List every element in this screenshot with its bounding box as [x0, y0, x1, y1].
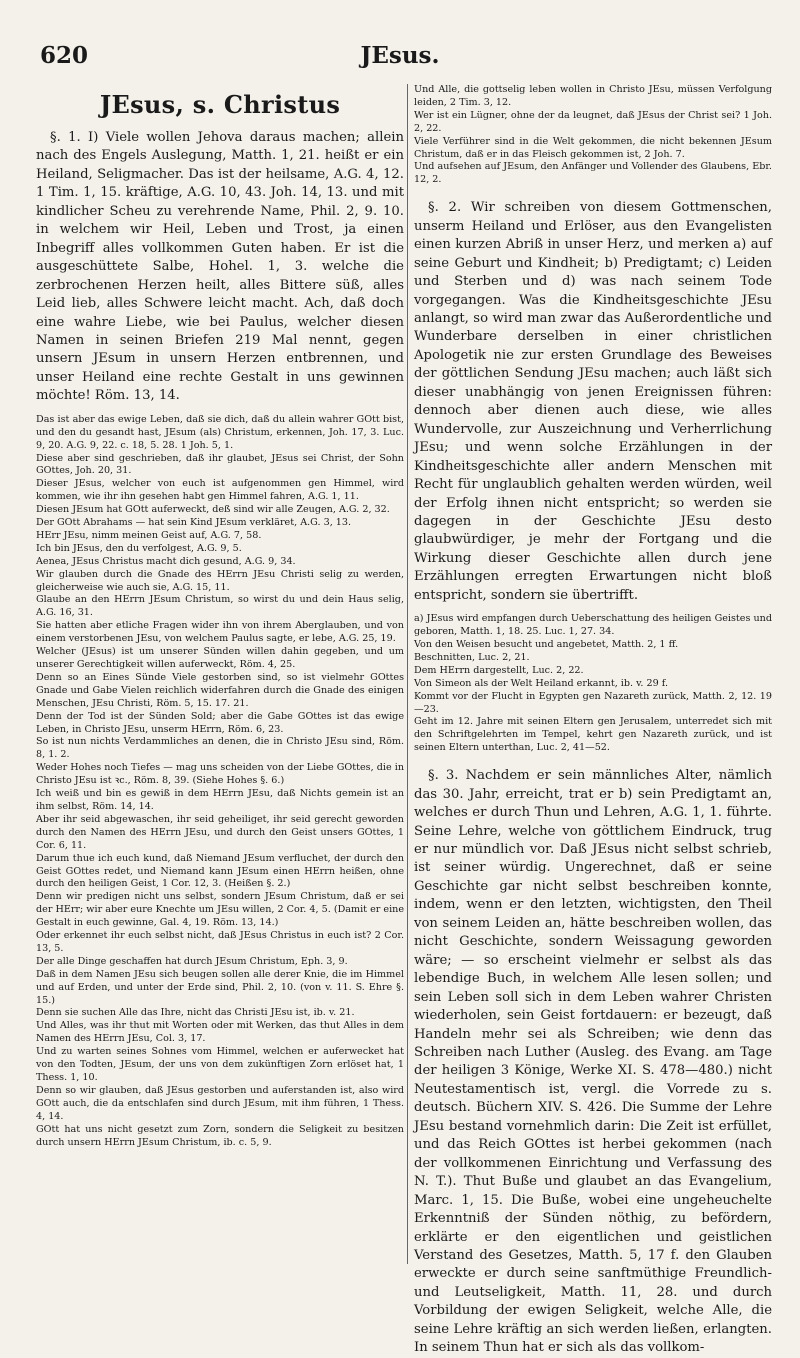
scripture-item: Und aufsehen auf JEsum, den Anfänger und Vollender des Glaubens, Ebr. 12, 2.	[414, 161, 772, 186]
scripture-item: Der GOtt Abrahams — hat sein Kind JEsum verkläret, A.G. 3, 13.	[36, 517, 352, 529]
scripture-list-left	[36, 414, 404, 1150]
scripture-item: Aenea, JEsus Christus macht dich gesund, A.G. 9, 34.	[36, 555, 296, 567]
scripture-item: Ich weiß und bin es gewiß in dem HErrn JEsu, daß Nichts gemein ist an ihm selbst, Röm. 14, 14.	[36, 788, 404, 812]
scripture-item: Daß in dem Namen JEsu sich beugen sollen alle derer Knie, die im Himmel und auf Erden, und unter der Erde sind, Phil. 2, 10. (von v. 11. S. Ehre §. 15.)	[36, 968, 404, 1006]
scripture-item: Aber ihr seid abgewaschen, ihr seid geheiliget, ihr seid gerecht geworden durch den Namen des HErrn JEsu, und durch den Geist unsers GOttes, 1 Cor. 6, 11.	[36, 813, 404, 851]
left-column	[36, 84, 404, 1282]
scripture-item: Denn der Tod ist der Sünden Sold; aber die Gabe GOttes ist das ewige Leben, in Christo JEsu, unserm HErrn, Röm. 6, 23.	[36, 710, 404, 735]
scripture-item: Beschnitten, Luc. 2, 21.	[414, 651, 530, 663]
scripture-item: Weder Hohes noch Tiefes — mag uns scheiden von der Liebe GOttes, die in Christo JEsu ist ꝛc., Röm. 8, 39. (Siehe Hohes §. 6.)	[36, 762, 404, 787]
page-number: 620	[40, 42, 89, 69]
scripture-item: Und Alle, die gottselig leben wollen in Christo JEsu, müssen Verfolgung leiden, 2 Tim. 3, 12.	[414, 84, 772, 108]
scripture-item: Ich bin JEsus, den du verfolgest, A.G. 9, 5.	[36, 542, 242, 554]
scripture-item: Denn so an Eines Sünde Viele gestorben sind, so ist vielmehr GOttes Gnade und Gabe Vielen reichlich widerfahren durch die Gnade des einigen Menschen, JEsu Christi, Röm. 5, 15. 17. 21.	[36, 671, 404, 709]
paragraph-2: §. 2. Wir schreiben von diesem Gottmenschen, unserm Heiland und Erlöser, aus den Evangelisten einen kurzen Abriß in unser Herz, und merken a) auf seine Geburt und Kindheit; b) Predigtamt; c) Leiden und Sterben und d) was nach seinem Tode vorgegangen. Was die Kindheitsgeschichte JEsu anlangt, so wird man zwar das Außerordentliche und Wunderbare derselben in einer christlichen Apologetik nie zur ersten Grundlage des Beweises der göttlichen Sendung JEsu machen; auch läßt sich dieser unabhängig von jenen Ereignissen führen: dennoch aber dienen auch diese, wie alles Wundervolle, zur Auszeichnung und Verherrlichung JEsu; und wenn solche Erzählungen in der Kindheitsgeschichte aller andern Menschen mit Recht für unglaublich gehalten werden würden, weil der Erfolg ihnen nicht entspricht; so werden sie dagegen in der Geschichte JEsu desto glaubwürdiger, je mehr der Fortgang und die Wirkung dieser Geschichte allen durch jene Erzählungen erregten Erwartungen nicht bloß entspricht, sondern sie übertrifft.	[414, 200, 772, 603]
scripture-item: Und zu warten seines Sohnes vom Himmel, welchen er auferwecket hat von den Todten, JEsum, der uns von dem zukünftigen Zorn erlöset hat, 1 Thess. 1, 10.	[36, 1046, 404, 1084]
paragraph-1: §. 1. I) Viele wollen Jehova daraus machen; allein nach des Engels Auslegung, Matth. 1, 21. heißt er ein Heiland, Seligmacher. Das ist der heilsame, A.G. 4, 12. 1 Tim. 1, 15. kräftige, A.G. 10, 43. Joh. 14, 13. und mit kindlicher Scheu zu verehrende Name, Phil. 2, 9. 10. in welchem wir Heil, Leben und Trost, ja einen Inbegriff alles vollkommen Guten haben. Er ist die ausgeschüttete Salbe, Hohel. 1, 3. welche die zerbrochenen Herzen heilt, alles Bittere süß, alles Leid lieb, alles Schwere leicht macht. Ach, daß doch eine wahre Liebe, wie bei Paulus, welcher diesen Namen in seinen Briefen 219 Mal nennt, gegen unsern JEsum in unsern Herzen entbrennen, und unser Heiland eine rechte Gestalt in uns gewinnen möchte! Röm. 13, 14.	[36, 130, 404, 404]
scripture-item: Von Simeon als der Welt Heiland erkannt, ib. v. 29 f.	[414, 677, 668, 689]
scripture-item: Sie hatten aber etliche Fragen wider ihn von ihrem Aberglauben, und von einem verstorbenen JEsu, von welchem Paulus sagte, er lebe, A.G. 25, 19.	[36, 620, 404, 645]
scripture-item: Dieser JEsus, welcher von euch ist aufgenommen gen Himmel, wird kommen, wie ihr ihn gesehen habt gen Himmel fahren, A.G. 1, 11.	[36, 478, 404, 503]
scripture-item: Und Alles, was ihr thut mit Worten oder mit Werken, das thut Alles in dem Namen des HErrn JEsu, Col. 3, 17.	[36, 1020, 404, 1045]
scripture-item: Welcher (JEsus) ist um unserer Sünden willen dahin gegeben, und um unserer Gerechtigkeit willen auferweckt, Röm. 4, 25.	[36, 646, 404, 671]
paragraph-3: §. 3. Nachdem er sein männliches Alter, nämlich das 30. Jahr, erreicht, trat er b) sein Predigtamt an, welches er durch Thun und Lehren, A.G. 1, 1. führte. Seine Lehre, welche von göttlichem Eindruck, trug er nur mündlich vor. Daß JEsus nicht selbst schrieb, ist seiner würdig. Ungerechnet, daß er seine Geschichte gar nicht selbst beschreiben konnte, indem, wenn er den letzten, wichtigsten, den Theil von seinem Leiden an, hätte beschreiben wollen, das nicht Geschichte, sondern Weissagung geworden wäre; — so erscheint vielmehr er selbst als das lebendige Buch, in welchem Alle lesen sollen; und sein Leben soll sich in dem Leben wahrer Christen wiederholen, sein Geist fortdauern: er bezeugt, daß Handeln mehr sei als Schreiben; wie denn das Schreiben nach Luther (Ausleg. des Evang. am Tage der heiligen 3 Könige, Werke XI. S. 478—480.) nicht Neutestamentisch ist, vergl. die Vorrede zu s. deutsch. Büchern XIV. S. 426. Die Summe der Lehre JEsu bestand vornehmlich darin: Die Zeit ist erfüllet, und das Reich GOttes ist herbei gekommen (nach der vollkommenen Einrichtung und Verfassung des N. T.). Thut Buße und glaubet an das Evangelium, Marc. 1, 15. Die Buße, wobei eine ungeheuchelte Erkenntniß der Sünden nöthig, zu befördern, erklärte er den eigentlichen und geistlichen Verstand des Gesetzes, Matth. 5, 17 f. den Glauben erweckte er durch seine sanftmüthige Freundlich- und Leutseligkeit, Matth. 11, 28. und durch Vorbildung der ewigen Seligkeit, welche Alle, die seine Lehre kräftig an sich werden ließen, erlangten. In seinem Thun hat er sich als das vollkom-	[414, 768, 772, 1356]
scripture-item: Der alle Dinge geschaffen hat durch JEsum Christum, Eph. 3, 9.	[36, 955, 348, 967]
running-title: JEsus.	[360, 42, 440, 69]
scripture-item: Das ist aber das ewige Leben, daß sie dich, daß du allein wahrer GOtt bist, und den du gesandt hast, JEsum (als) Christum, erkennen, Joh. 17, 3. Luc. 9, 20. A.G. 9, 22. c. 18, 5. 28. 1 Joh. 5, 1.	[36, 413, 404, 451]
scripture-item: Denn sie suchen Alle das Ihre, nicht das Christi JEsu ist, ib. v. 21.	[36, 1007, 355, 1019]
scripture-item: Wer ist ein Lügner, ohne der da leugnet, daß JEsus der Christ sei? 1 Joh. 2, 22.	[414, 109, 772, 134]
scripture-item: Oder erkennet ihr euch selbst nicht, daß JEsus Christus in euch ist? 2 Cor. 13, 5.	[36, 930, 404, 954]
scripture-item: Diesen JEsum hat GOtt auferweckt, deß sind wir alle Zeugen, A.G. 2, 32.	[36, 504, 390, 516]
scripture-item: a) JEsus wird empfangen durch Ueberschattung des heiligen Geistes und geboren, Matth. 1, 18. 25. Luc. 1, 27. 34.	[414, 613, 772, 638]
scripture-item: Dem HErrn dargestellt, Luc. 2, 22.	[414, 664, 584, 676]
scripture-list-right-top	[414, 84, 772, 187]
scripture-item: HErr JEsu, nimm meinen Geist auf, A.G. 7, 58.	[36, 529, 262, 541]
column-divider	[407, 84, 408, 1264]
scripture-item: Denn wir predigen nicht uns selbst, sondern JEsum Christum, daß er sei der HErr; wir aber eure Knechte um JEsu willen, 2 Cor. 4, 5. (Damit er eine Gestalt in euch gewinne, Gal. 4, 19. Röm. 13, 14.)	[36, 891, 404, 929]
scripture-list-right-mid	[414, 613, 772, 755]
scripture-item: Darum thue ich euch kund, daß Niemand JEsum verfluchet, der durch den Geist GOttes redet, und Niemand kann JEsum einen HErrn heißen, ohne durch den heiligen Geist, 1 Cor. 12, 3. (Heißen §. 2.)	[36, 852, 404, 890]
scripture-item: So ist nun nichts Verdammliches an denen, die in Christo JEsu sind, Röm. 8, 1. 2.	[36, 736, 404, 761]
scripture-item: Geht im 12. Jahre mit seinen Eltern gen Jerusalem, unterredet sich mit den Schriftgelehrten im Tempel, kehrt gen Nazareth zurück, und ist seinen Eltern unterthan, Luc. 2, 41—52.	[414, 716, 772, 754]
scripture-item: Viele Verführer sind in die Welt gekommen, die nicht bekennen JEsum Christum, daß er in das Fleisch gekommen ist, 2 Joh. 7.	[414, 135, 772, 160]
scripture-item: Diese aber sind geschrieben, daß ihr glaubet, JEsus sei Christ, der Sohn GOttes, Joh. 20, 31.	[36, 452, 404, 477]
scripture-item: Denn so wir glauben, daß JEsus gestorben und auferstanden ist, also wird GOtt auch, die da entschlafen sind durch JEsum, mit ihm führen, 1 Thess. 4, 14.	[36, 1084, 404, 1122]
right-column	[414, 84, 772, 1356]
article-title: JEsus, s. Christus	[99, 90, 341, 119]
page-header	[0, 42, 800, 74]
scripture-item: Wir glauben durch die Gnade des HErrn JEsu Christi selig zu werden, gleicherweise wie auch sie, A.G. 15, 11.	[36, 568, 404, 593]
scripture-item: GOtt hat uns nicht gesetzt zum Zorn, sondern die Seligkeit zu besitzen durch unsern HErrn JEsum Christum, ib. c. 5, 9.	[36, 1123, 404, 1148]
scripture-item: Glaube an den HErrn JEsum Christum, so wirst du und dein Haus selig, A.G. 16, 31.	[36, 594, 404, 619]
scripture-item: Von den Weisen besucht und angebetet, Matth. 2, 1 ff.	[414, 639, 679, 651]
scripture-item: Kommt vor der Flucht in Egypten gen Nazareth zurück, Matth. 2, 12. 19—23.	[414, 690, 772, 715]
